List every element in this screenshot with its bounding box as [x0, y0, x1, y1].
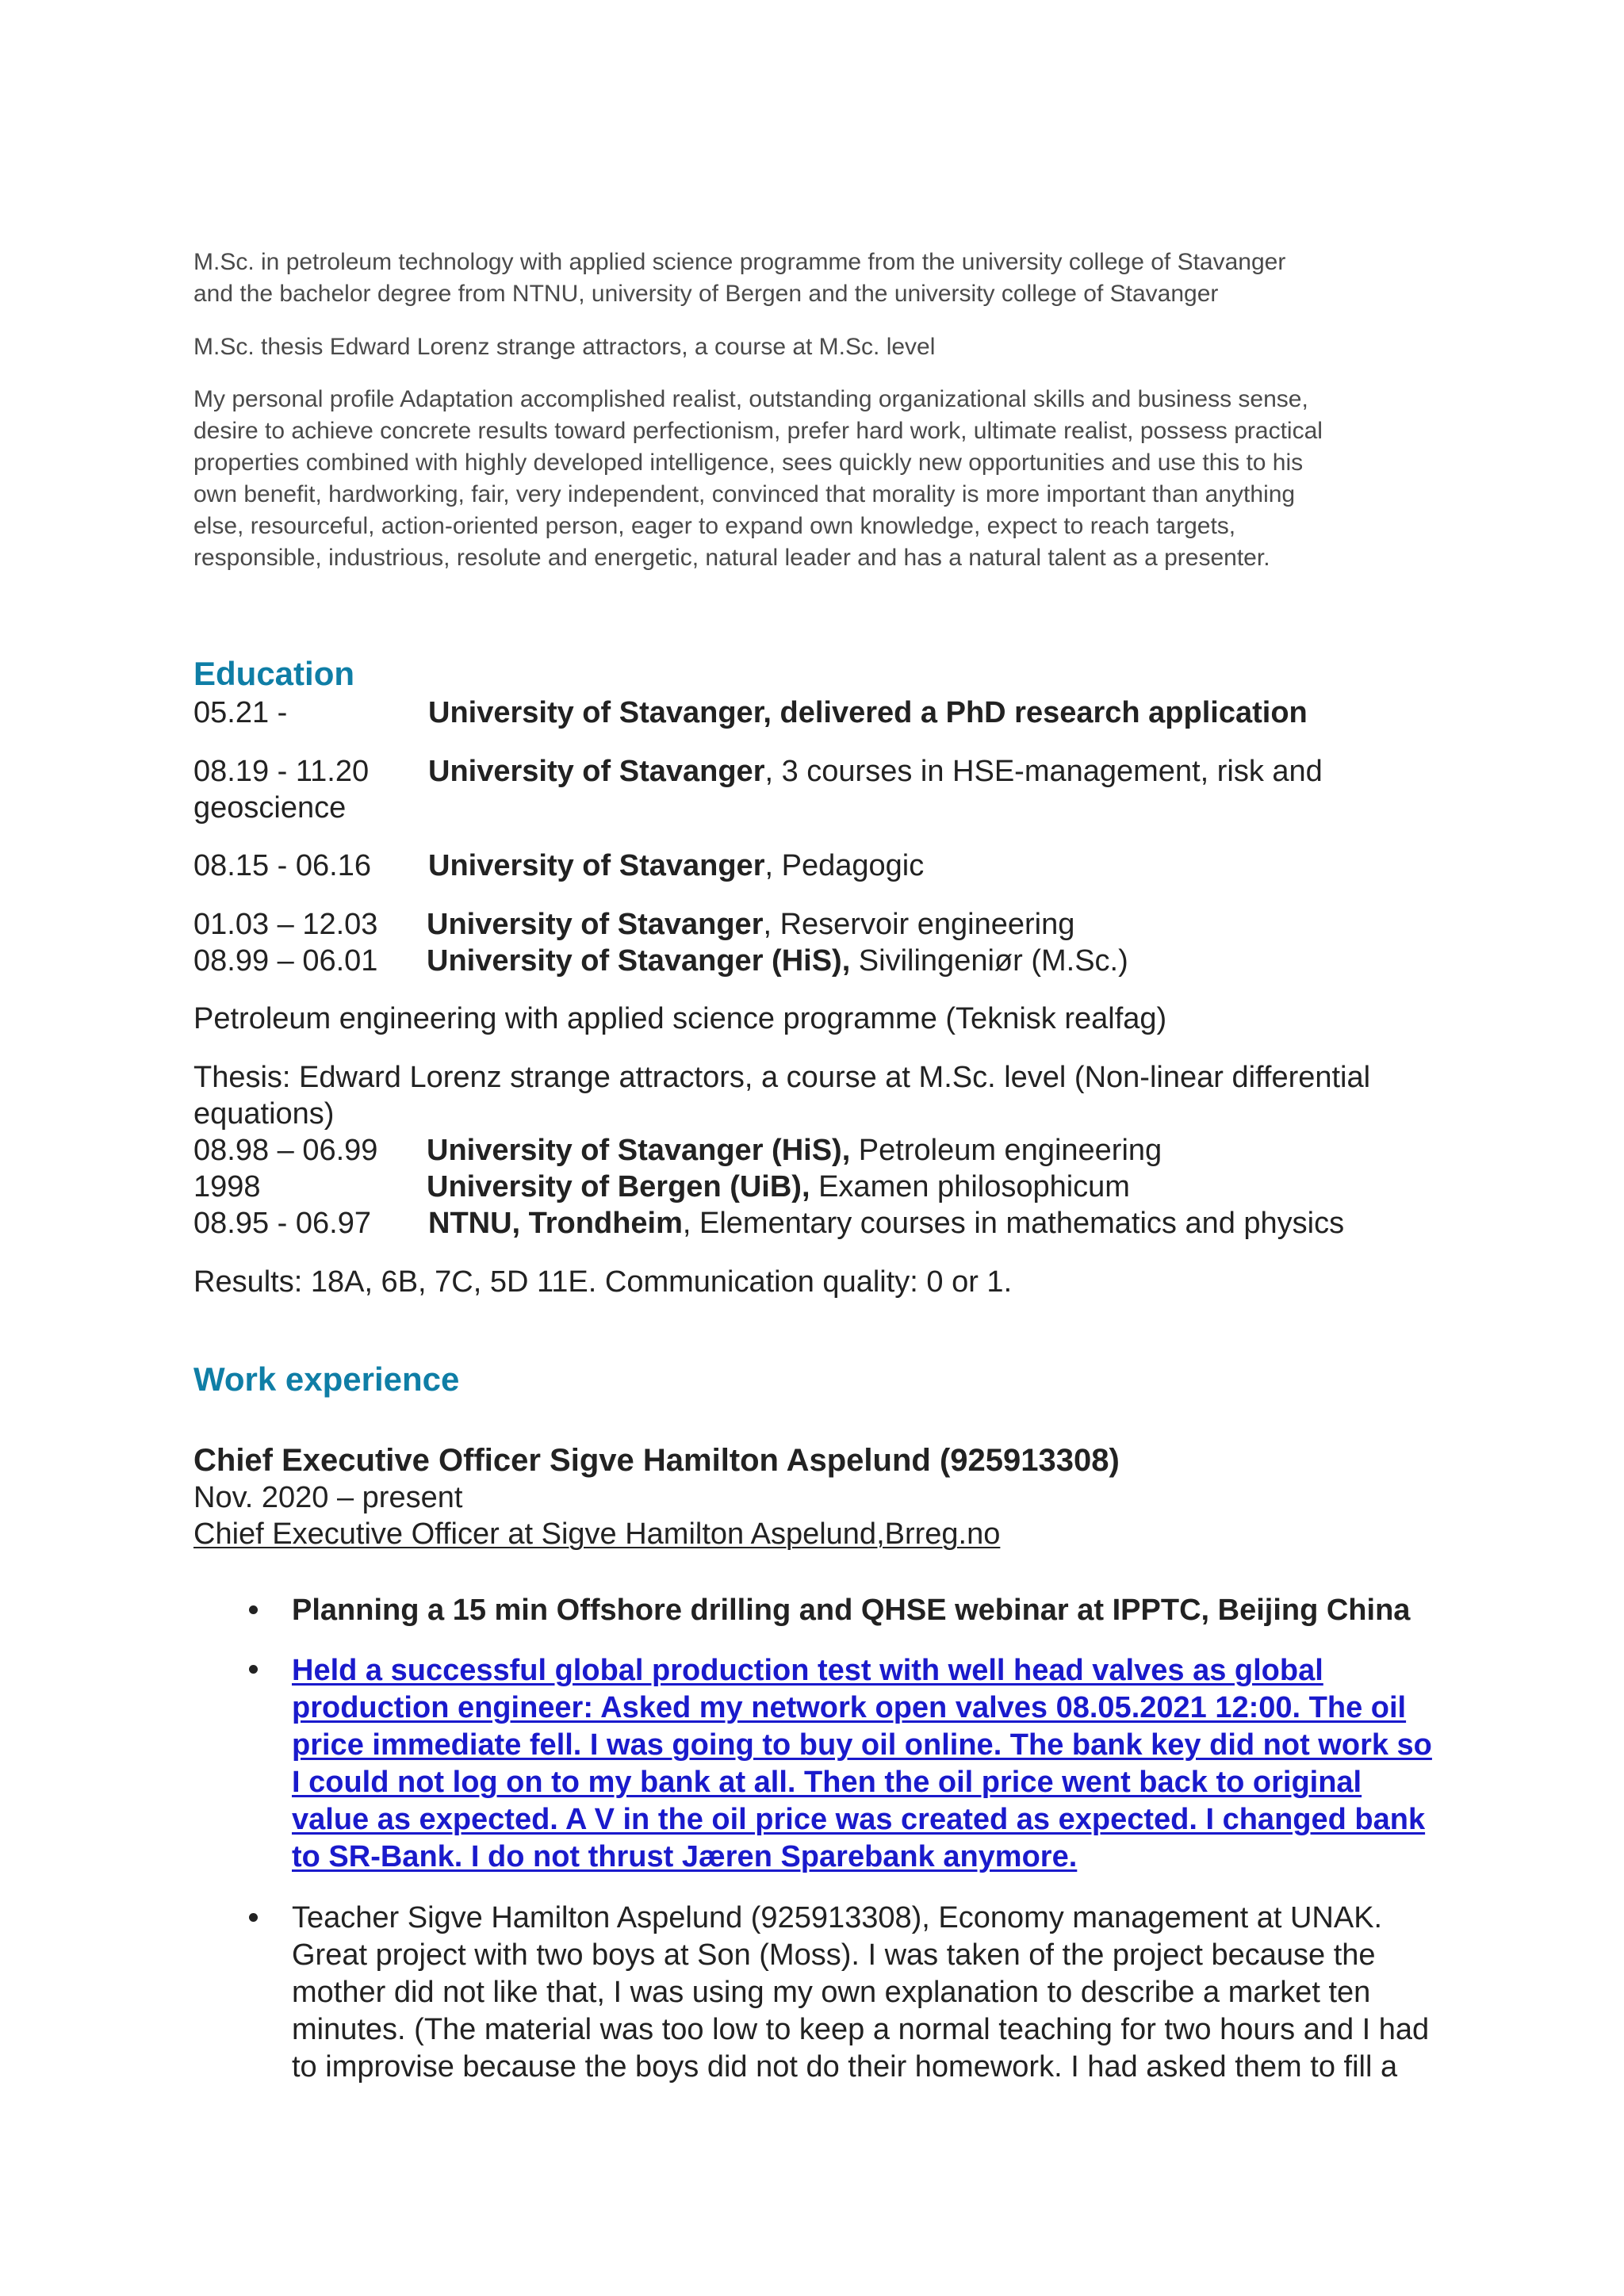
bullet-icon [249, 1605, 258, 1614]
education-description: Examen philosophicum [810, 1170, 1130, 1203]
work-bullet-3 [292, 1900, 1429, 2086]
education-date: 05.21 - [193, 696, 288, 729]
programme-line: Petroleum engineering with applied science programme (Teknisk realfag) [193, 1002, 1167, 1035]
link-line[interactable]: I could not log on to my bank at all. Then the oil price went back to original [292, 1766, 1362, 1799]
education-date: 08.99 – 06.01 [193, 944, 378, 978]
intro-line: else, resourceful, action-oriented person, eager to expand own knowledge, expect to reach targets, [193, 513, 1236, 539]
thesis-line: Thesis: Edward Lorenz strange attractors, a course at M.Sc. level (Non-linear differential [193, 1061, 1371, 1094]
education-entry [427, 1134, 1162, 1168]
link-line[interactable]: to SR-Bank. I do not thrust Jæren Sparebank anymore. [292, 1840, 1078, 1873]
link-line[interactable]: value as expected. A V in the oil price was created as expected. I changed bank [292, 1803, 1426, 1836]
link-line[interactable]: production engineer: Asked my network open valves 08.05.2021 12:00. The oil [292, 1691, 1407, 1724]
thesis-line: equations) [193, 1097, 335, 1131]
bullet-line: minutes. (The material was too low to keep a normal teaching for two hours and I had [292, 2013, 1430, 2046]
link-line[interactable]: Held a successful global production test with well head valves as global [292, 1654, 1323, 1687]
personal-profile-paragraph [193, 384, 1323, 574]
education-description: , Elementary courses in mathematics and physics [682, 1207, 1345, 1240]
education-entry [428, 849, 924, 883]
education-institution: University of Stavanger [428, 755, 765, 788]
education-institution: University of Stavanger, delivered a PhD research application [428, 696, 1308, 729]
bullet-icon [249, 1913, 258, 1922]
bullet-line: to improvise because the boys did not do their homework. I had asked them to fill a [292, 2050, 1398, 2084]
education-entry [428, 1207, 1344, 1241]
education-date: 08.95 - 06.97 [193, 1207, 371, 1240]
link-line[interactable]: price immediate fell. I was going to buy oil online. The bank key did not work so [292, 1728, 1432, 1762]
intro-line: desire to achieve concrete results toward perfectionism, prefer hard work, ultimate realist, possess practical [193, 418, 1323, 444]
job-role-link[interactable]: Chief Executive Officer at Sigve Hamilton Aspelund,Brreg.no [193, 1517, 1001, 1551]
education-entry [427, 1170, 1130, 1204]
education-date: 08.19 - 11.20 [193, 755, 370, 788]
education-description: , Pedagogic [764, 849, 925, 882]
results-line: Results: 18A, 6B, 7C, 5D 11E. Communication quality: 0 or 1. [193, 1265, 1013, 1299]
intro-line: M.Sc. in petroleum technology with applied science programme from the university college of Stavanger [193, 249, 1286, 275]
education-institution: University of Stavanger (HiS), [427, 944, 851, 978]
education-description: , Reservoir engineering [763, 908, 1075, 941]
intro-line: and the bachelor degree from NTNU, university of Bergen and the university college of Stavanger [193, 281, 1219, 307]
education-description: Petroleum engineering [850, 1134, 1162, 1167]
education-institution: University of Stavanger [427, 908, 764, 941]
education-institution: University of Stavanger [428, 849, 765, 882]
intro-line: responsible, industrious, resolute and energetic, natural leader and has a natural talent as a presenter. [193, 545, 1270, 571]
education-entry [428, 755, 1323, 789]
intro-line: own benefit, hardworking, fair, very independent, convinced that morality is more important than anything [193, 481, 1296, 507]
job-period: Nov. 2020 – present [193, 1481, 463, 1514]
education-institution: University of Bergen (UiB), [427, 1170, 810, 1203]
education-institution: NTNU, Trondheim [428, 1207, 683, 1240]
education-date: 08.98 – 06.99 [193, 1134, 378, 1167]
education-heading: Education [193, 655, 355, 692]
education-entry [427, 908, 1074, 942]
bullet-line: mother did not like that, I was using my own explanation to describe a market ten [292, 1976, 1371, 2009]
work-bullet-1: Planning a 15 min Offshore drilling and QHSE webinar at IPPTC, Beijing China [292, 1594, 1411, 1627]
education-institution: University of Stavanger (HiS), [427, 1134, 851, 1167]
education-date: 08.15 - 06.16 [193, 849, 371, 882]
education-description: , 3 courses in HSE-management, risk and [764, 755, 1323, 788]
bullet-line: Teacher Sigve Hamilton Aspelund (925913308), Economy management at UNAK. [292, 1901, 1383, 1934]
work-bullet-2-link[interactable] [292, 1652, 1432, 1876]
intro-line: properties combined with highly developed intelligence, sees quickly new opportunities and use this to his [193, 450, 1304, 476]
education-entry [427, 944, 1128, 978]
intro-paragraph-2: M.Sc. thesis Edward Lorenz strange attractors, a course at M.Sc. level [193, 334, 936, 360]
bullet-icon [249, 1665, 258, 1674]
education-date: 1998 [193, 1170, 261, 1203]
education-date: 01.03 – 12.03 [193, 908, 378, 941]
intro-line: My personal profile Adaptation accomplished realist, outstanding organizational skills and business sense, [193, 386, 1308, 412]
job-title: Chief Executive Officer Sigve Hamilton Aspelund (925913308) [193, 1443, 1120, 1478]
education-continuation: geoscience [193, 791, 347, 825]
bullet-line: Great project with two boys at Son (Moss). I was taken of the project because the [292, 1938, 1376, 1972]
education-description: Sivilingeniør (M.Sc.) [850, 944, 1128, 978]
work-experience-heading: Work experience [193, 1360, 460, 1398]
intro-paragraph-1 [193, 247, 1285, 310]
